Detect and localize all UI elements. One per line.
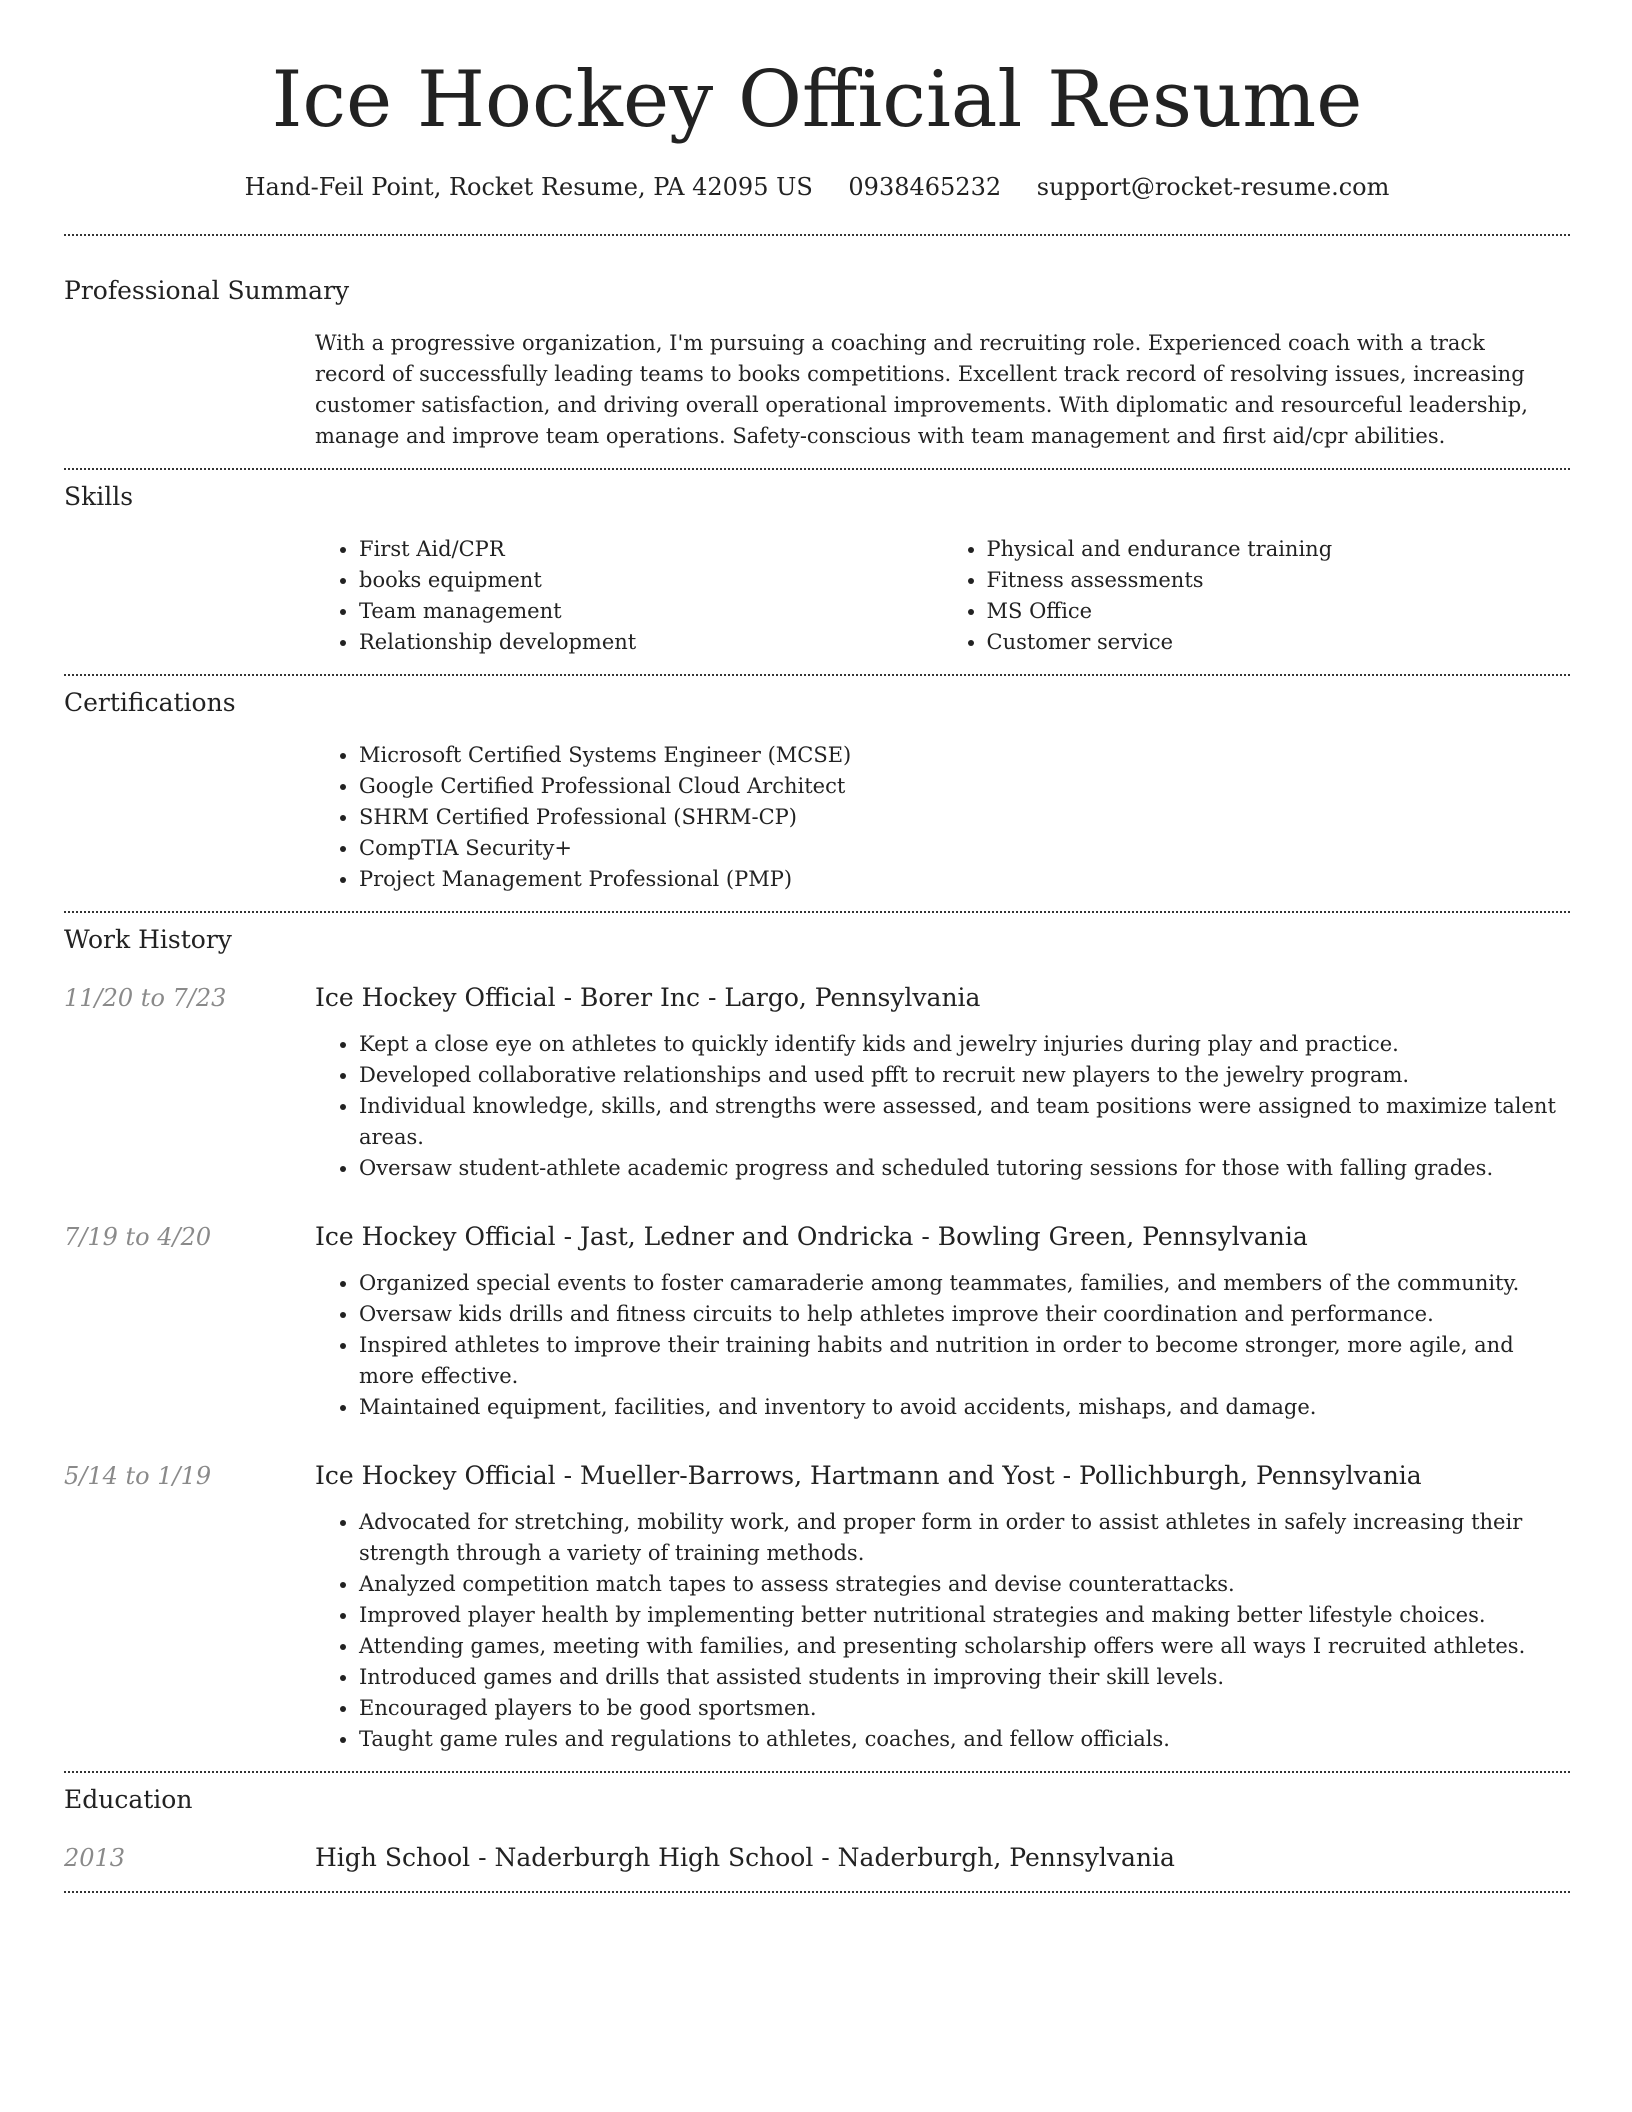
certification-item: • Microsoft Certified Systems Engineer (MCSE) (359, 740, 1570, 771)
skills-column-left (315, 534, 943, 658)
certifications-section (64, 676, 1570, 895)
certification-item: • SHRM Certified Professional (SHRM-CP) (359, 802, 1570, 833)
summary-body (315, 328, 1570, 452)
skills-heading: Skills (64, 482, 134, 511)
job-heading: Ice Hockey Official - Mueller-Barrows, Hartmann and Yost - Pollichburgh, Pennsylvania (315, 1461, 1422, 1490)
work-history-heading: Work History (64, 925, 232, 954)
job-bullet: • Encouraged players to be good sportsmen. (359, 1693, 1570, 1724)
certification-item: • CompTIA Security+ (359, 833, 1570, 864)
skill-item: • Customer service (987, 627, 1571, 658)
skill-item: • First Aid/CPR (359, 534, 943, 565)
contact-phone: 0938465232 (848, 173, 1002, 201)
job-bullet: • Advocated for stretching, mobility work, and proper form in order to assist athletes in safely increasing their strength through a variety of training methods. (359, 1507, 1570, 1569)
job-bullets (315, 1268, 1570, 1423)
job-bullet: • Analyzed competition match tapes to assess strategies and devise counterattacks. (359, 1569, 1570, 1600)
contact-email: support@rocket-resume.com (1036, 173, 1390, 201)
job-bullet: • Oversaw student-athlete academic progress and scheduled tutoring sessions for those with falling grades. (359, 1153, 1570, 1184)
skills-column-right (943, 534, 1571, 658)
education-entry (64, 1841, 1570, 1875)
contact-line (64, 170, 1570, 204)
certifications-heading: Certifications (64, 688, 236, 717)
job-dates: 11/20 to 7/23 (64, 984, 227, 1012)
skill-item: • Team management (359, 596, 943, 627)
job-bullets (315, 1507, 1570, 1755)
job-bullet: • Maintained equipment, facilities, and inventory to avoid accidents, mishaps, and damage. (359, 1392, 1570, 1423)
skills-list (315, 534, 1570, 658)
job-bullet: • Attending games, meeting with families, and presenting scholarship offers were all ways I recruited athletes. (359, 1631, 1570, 1662)
resume-page (64, 0, 1570, 1893)
education-dates: 2013 (64, 1844, 126, 1872)
job-bullet: • Introduced games and drills that assisted students in improving their skill levels. (359, 1662, 1570, 1693)
job-bullet: • Developed collaborative relationships and used pfft to recruit new players to the jewelry program. (359, 1060, 1570, 1091)
job-bullet: • Improved player health by implementing better nutritional strategies and making better lifestyle choices. (359, 1600, 1570, 1631)
skill-item: • books equipment (359, 565, 943, 596)
education-heading: Education (64, 1785, 193, 1814)
job-dates: 5/14 to 1/19 (64, 1462, 212, 1490)
divider (64, 1891, 1570, 1893)
education-heading-line: High School - Naderburgh High School - Naderburgh, Pennsylvania (315, 1843, 1175, 1872)
work-history-section (64, 913, 1570, 1755)
job-bullet: • Individual knowledge, skills, and strengths were assessed, and team positions were assigned to maximize talent areas. (359, 1091, 1570, 1153)
job-heading: Ice Hockey Official - Borer Inc - Largo, Pennsylvania (315, 983, 981, 1012)
certification-item: • Google Certified Professional Cloud Architect (359, 771, 1570, 802)
job-bullet: • Inspired athletes to improve their training habits and nutrition in order to become stronger, more agile, and more effective. (359, 1330, 1570, 1392)
job-entry (64, 981, 1570, 1184)
education-section (64, 1773, 1570, 1875)
job-bullet: • Kept a close eye on athletes to quickly identify kids and jewelry injuries during play and practice. (359, 1029, 1570, 1060)
resume-title: Ice Hockey Official Resume (271, 55, 1363, 145)
job-heading: Ice Hockey Official - Jast, Ledner and Ondricka - Bowling Green, Pennsylvania (315, 1222, 1308, 1251)
summary-heading: Professional Summary (64, 276, 350, 305)
job-bullet: • Taught game rules and regulations to athletes, coaches, and fellow officials. (359, 1724, 1570, 1755)
job-dates: 7/19 to 4/20 (64, 1223, 212, 1251)
summary-text: With a progressive organization, I'm pursuing a coaching and recruiting role. Experienced coach with a track record of successfully leading teams to books competitions. Excellent track record of resolving issues, increasing customer satisfaction, and driving overall operational improvements. With diplomatic and resourceful leadership, manage and improve team operations. Safety-conscious with team management and first aid/cpr abilities. (315, 331, 1528, 448)
job-bullet: • Oversaw kids drills and fitness circuits to help athletes improve their coordination and performance. (359, 1299, 1570, 1330)
skill-item: • Physical and endurance training (987, 534, 1571, 565)
skill-item: • Relationship development (359, 627, 943, 658)
job-entry (64, 1220, 1570, 1423)
certifications-list (315, 740, 1570, 895)
contact-address: Hand-Feil Point, Rocket Resume, PA 42095 US (244, 173, 813, 201)
summary-section (64, 236, 1570, 452)
job-bullet: • Organized special events to foster camaraderie among teammates, families, and members of the community. (359, 1268, 1570, 1299)
certification-item: • Project Management Professional (PMP) (359, 864, 1570, 895)
skill-item: • Fitness assessments (987, 565, 1571, 596)
skills-section (64, 470, 1570, 658)
job-bullets (315, 1029, 1570, 1184)
skill-item: • MS Office (987, 596, 1571, 627)
job-entry (64, 1459, 1570, 1755)
